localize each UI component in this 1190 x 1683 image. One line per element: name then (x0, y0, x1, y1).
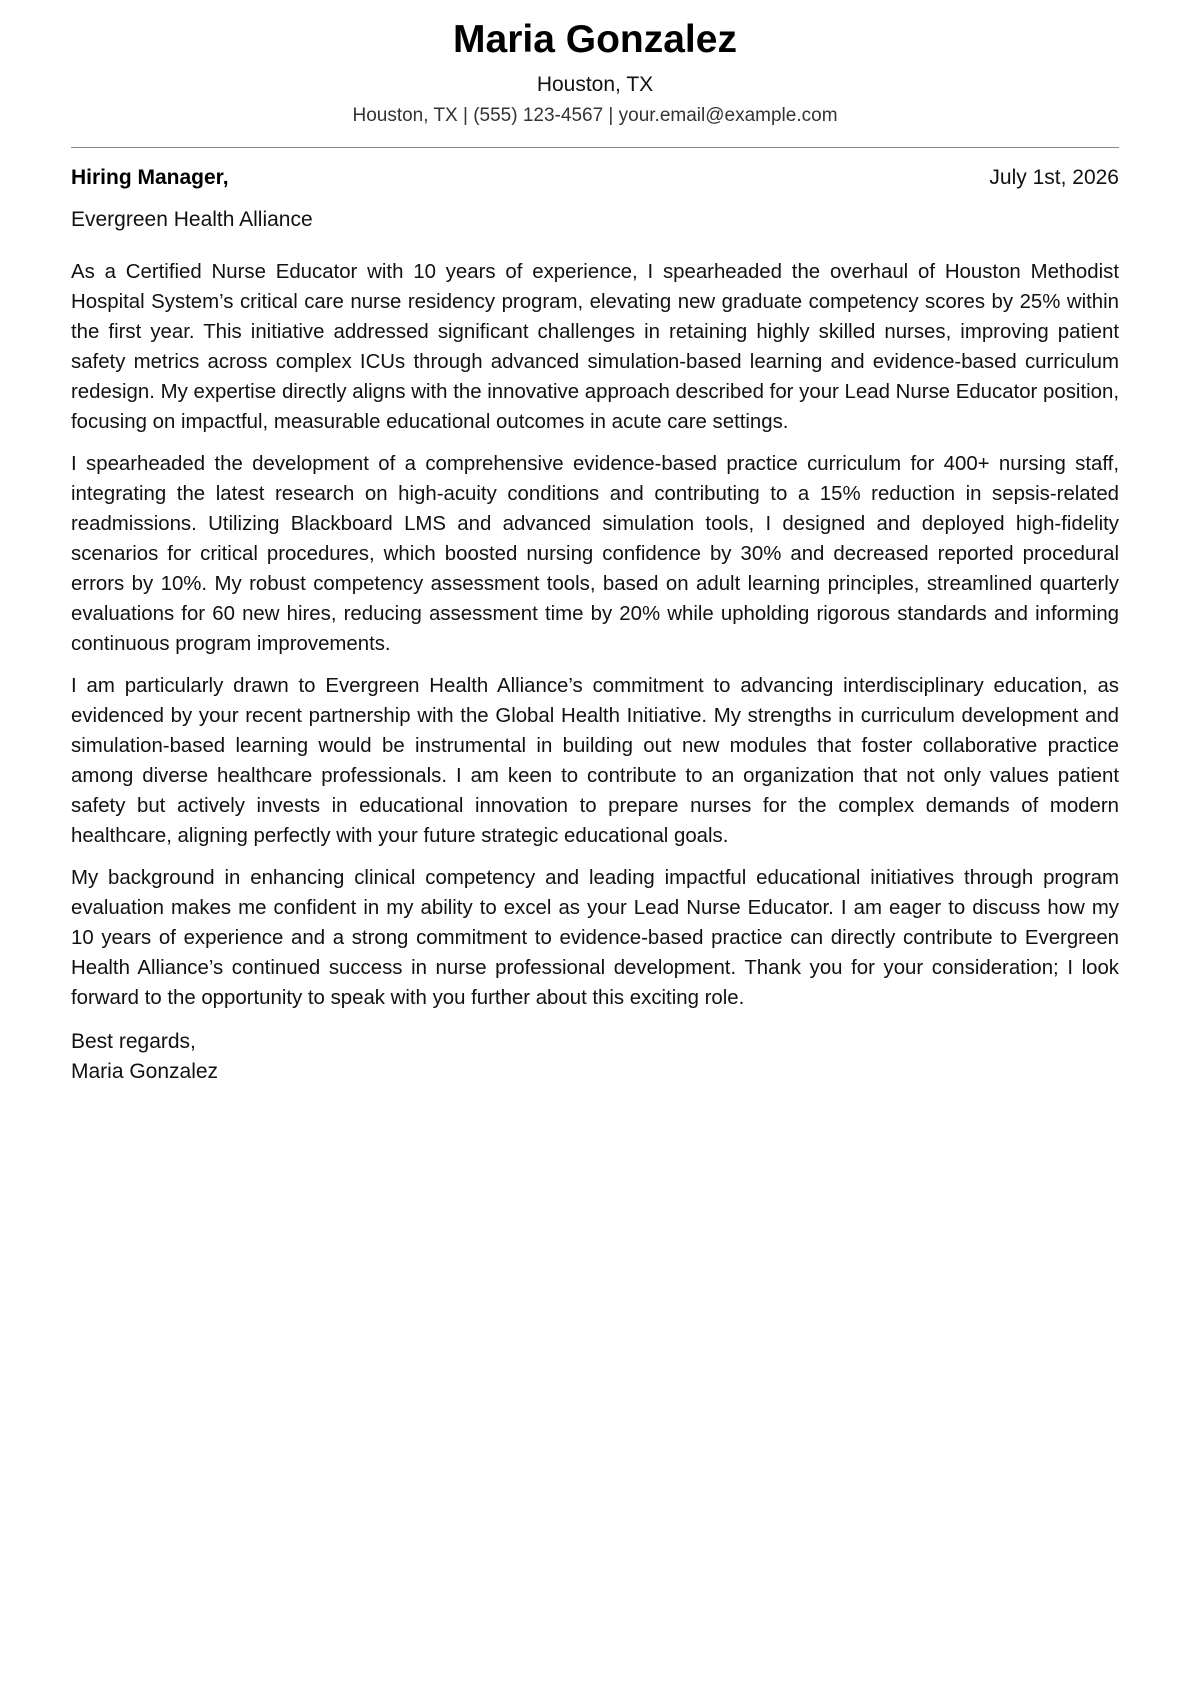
letter-date: July 1st, 2026 (989, 166, 1119, 189)
body-paragraph-4: My background in enhancing clinical competency and leading impactful educational initiatives through program evaluation makes me confident in my ability to excel as your Lead Nurse Educator. I am eager to discuss how my 10 years of experience and a strong commitment to evidence-based practice can directly contribute to Evergreen Health Alliance’s continued success in nurse professional development. Thank you for your consideration; I look forward to the opportunity to speak with you further about this exciting role. (71, 867, 1119, 1009)
recipient-salutation: Hiring Manager, (71, 166, 229, 189)
recipient-date-row (71, 163, 1119, 193)
letter-body (71, 257, 1119, 1013)
closing-phrase: Best regards, (71, 1030, 196, 1053)
applicant-location: Houston, TX (536, 73, 654, 96)
letter-header (71, 0, 1119, 130)
body-paragraph-1: As a Certified Nurse Educator with 10 years of experience, I spearheaded the overhaul of Houston Methodist Hospital System’s critical care nurse residency program, elevating new graduate competency scores by 25% within the first year. This initiative addressed significant challenges in retaining highly skilled nurses, improving patient safety metrics across complex ICUs through advanced simulation-based learning and evidence-based curriculum redesign. My expertise directly aligns with the innovative approach described for your Lead Nurse Educator position, focusing on impactful, measurable educational outcomes in acute care settings. (71, 261, 1119, 433)
body-paragraph-3: I am particularly drawn to Evergreen Health Alliance’s commitment to advancing interdisciplinary education, as evidenced by your recent partnership with the Global Health Initiative. My strengths in curriculum development and simulation-based learning would be instrumental in building out new modules that foster collaborative practice among diverse healthcare professionals. I am keen to contribute to an organization that not only values patient safety but actively invests in educational innovation to prepare nurses for the complex demands of modern healthcare, aligning perfectly with your future strategic educational goals. (71, 675, 1119, 847)
letter-closing (71, 1027, 1119, 1087)
body-paragraph-2: I spearheaded the development of a comprehensive evidence-based practice curriculum for 400+ nursing staff, integrating the latest research on high-acuity conditions and contributing to a 15% reduction in sepsis-related readmissions. Utilizing Blackboard LMS and advanced simulation tools, I designed and deployed high-fidelity scenarios for critical procedures, which boosted nursing confidence by 30% and decreased reported procedural errors by 10%. My robust competency assessment tools, based on adult learning principles, streamlined quarterly evaluations for 60 new hires, reducing assessment time by 20% while upholding rigorous standards and informing continuous program improvements. (71, 453, 1119, 655)
applicant-name: Maria Gonzalez (453, 18, 737, 61)
recipient-company: Evergreen Health Alliance (71, 208, 313, 231)
header-divider (71, 147, 1119, 148)
applicant-contact-line: Houston, TX | (555) 123-4567 | your.email@example.com (352, 105, 838, 126)
signature-name: Maria Gonzalez (71, 1060, 219, 1083)
